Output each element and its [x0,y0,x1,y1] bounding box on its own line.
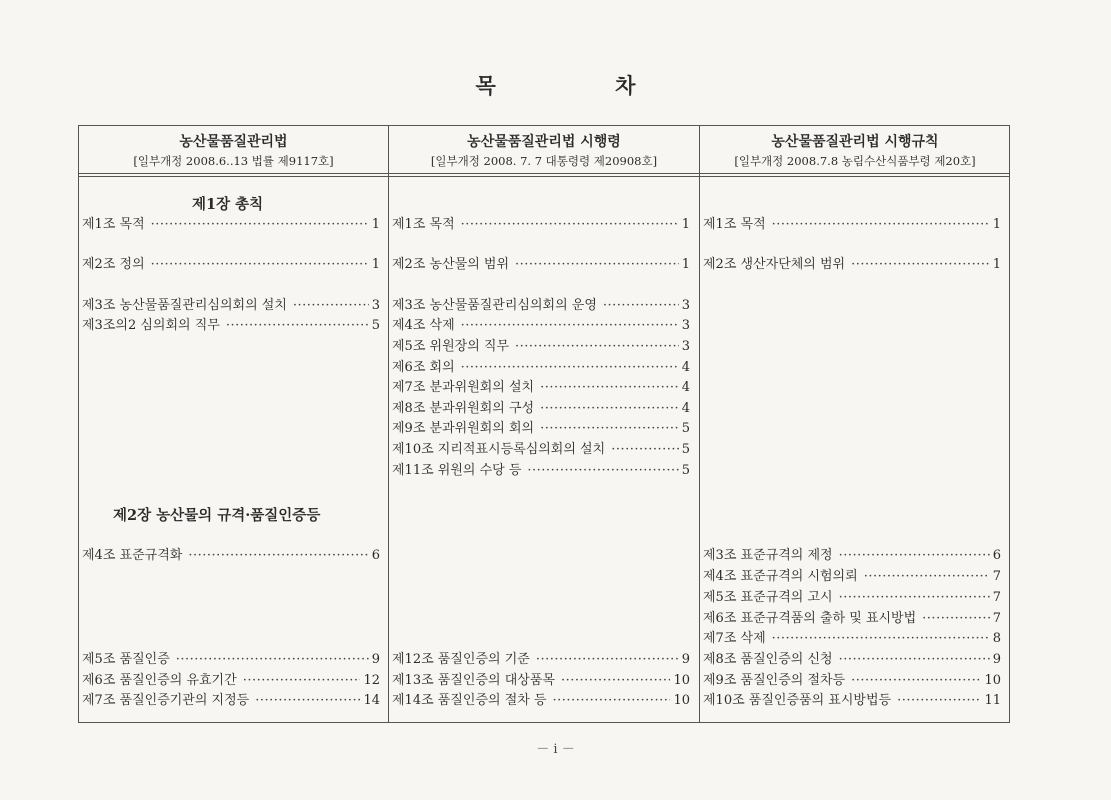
page-number: 6 [371,548,380,563]
toc-entry[interactable]: 제10조 지리적표시등록심의회의 설치 ····· 5 [392,440,690,460]
dot-leader [527,461,678,481]
dot-leader [536,650,679,670]
dot-leader [176,650,369,670]
page-number: 3 [371,298,380,313]
dot-leader [603,296,679,316]
toc-entry[interactable]: 제3조의2 심의회의 직무 ····· 5 [82,316,380,336]
page-number: 3 [681,339,690,354]
dot-leader [255,691,360,711]
dot-leader [515,255,679,275]
page-number: 4 [681,360,690,375]
dot-leader [839,588,990,608]
dot-leader [461,358,679,378]
page-number: 7 [992,590,1001,605]
toc-entry[interactable]: 제6조 회의 ····· 4 [392,358,690,378]
page-number: 3 [681,318,690,333]
column-title: 농산물품질관리법 시행규칙 [771,134,939,150]
toc-entry[interactable]: 제1조 목적 ····· 1 [82,215,380,235]
page-number: 1 [371,217,380,232]
page-number: 9 [371,652,380,667]
dot-leader [864,567,990,587]
page-number: 5 [681,421,690,436]
dot-leader [188,546,368,566]
page-number: 3 [681,298,690,313]
page-number: 4 [681,380,690,395]
page-number: 12 [363,673,380,688]
toc-entry[interactable]: 제8조 품질인증의 신청 ····· 9 [703,650,1001,670]
dot-leader [772,215,990,235]
page-number: 9 [681,652,690,667]
toc-entry[interactable]: 제5조 표준규격의 고시 ····· 7 [703,588,1001,608]
toc-entry[interactable]: 제9조 품질인증의 절차등 ····· 10 [703,671,1001,691]
dot-leader [540,419,679,439]
page-number: 11 [984,693,1001,708]
toc-entry[interactable]: 제12조 품질인증의 기준 ····· 9 [392,650,690,670]
toc-entry[interactable]: 제4조 표준규격의 시험의뢰 ····· 7 [703,567,1001,587]
column-subtitle: [일부개정 2008.7.8 농림수산식품부령 제20호] [734,154,976,168]
dot-leader [553,691,671,711]
toc-entry[interactable]: 제7조 삭제 ····· 8 [703,629,1001,649]
page-number: 1 [681,217,690,232]
dot-leader [851,671,981,691]
dot-leader [897,691,981,711]
dot-leader [540,399,679,419]
column-divider [388,126,389,722]
page-number: 10 [984,673,1001,688]
chapter-heading: 제1장 총칙 [192,196,264,213]
column-divider [699,126,700,722]
page-number: 1 [371,257,380,272]
toc-entry[interactable]: 제3조 농산물품질관리심의회의 설치 ····· 3 [82,296,380,316]
toc-entry[interactable]: 제3조 농산물품질관리심의회의 운영 ····· 3 [392,296,690,316]
dot-leader [151,215,369,235]
header-rule [79,173,1009,174]
page-number: 10 [673,673,690,688]
column-header-decree [389,132,699,170]
page-number: 5 [681,463,690,478]
page-number: 1 [681,257,690,272]
toc-entry[interactable]: 제9조 분과위원회의 회의 ····· 5 [392,419,690,439]
page-number: 14 [363,693,380,708]
page-number: 7 [992,569,1001,584]
page-number-footer: － i － [536,742,575,757]
toc-entry[interactable]: 제11조 위원의 수당 등 ····· 5 [392,461,690,481]
column-title: 농산물품질관리법 [179,134,288,150]
dot-leader [561,671,671,691]
toc-entry[interactable]: 제10조 품질인증품의 표시방법등 ····· 11 [703,691,1001,711]
dot-leader [226,316,369,336]
page-number: 8 [992,631,1001,646]
toc-entry[interactable]: 제14조 품질인증의 절차 등 ····· 10 [392,691,690,711]
chapter-heading: 제2장 농산물의 규격·품질인증등 [113,507,321,524]
toc-entry[interactable]: 제8조 분과위원회의 구성 ····· 4 [392,399,690,419]
toc-entry[interactable]: 제2조 농산물의 범위 ····· 1 [392,255,690,275]
page-number: 4 [681,401,690,416]
page-number: 5 [371,318,380,333]
toc-entry[interactable]: 제4조 표준규격화 ····· 6 [82,546,380,566]
column-header-rules [700,132,1010,170]
dot-leader [839,650,990,670]
toc-entry[interactable]: 제1조 목적 ····· 1 [703,215,1001,235]
dot-leader [851,255,990,275]
toc-entry[interactable]: 제7조 품질인증기관의 지정등 ····· 14 [82,691,380,711]
toc-entry[interactable]: 제1조 목적 ····· 1 [392,215,690,235]
page-number: 9 [992,652,1001,667]
page-number: 10 [673,693,690,708]
column-title: 농산물품질관리법 시행령 [467,134,621,150]
dot-leader [293,296,369,316]
toc-entry[interactable]: 제2조 정의 ····· 1 [82,255,380,275]
toc-entry[interactable]: 제4조 삭제 ····· 3 [392,316,690,336]
toc-entry[interactable]: 제2조 생산자단체의 범위 ····· 1 [703,255,1001,275]
dot-leader [839,546,990,566]
page-number: 1 [992,217,1001,232]
dot-leader [515,337,679,357]
dot-leader [922,609,990,629]
dot-leader [243,671,361,691]
toc-entry[interactable]: 제7조 분과위원회의 설치 ····· 4 [392,378,690,398]
column-subtitle: [일부개정 2008. 7. 7 대통령령 제20908호] [430,154,658,168]
page-title: 목 차 [475,73,692,98]
dot-leader [461,215,679,235]
column-subtitle: [일부개정 2008.6..13 법률 제9117호] [133,154,334,168]
page-number: 6 [992,548,1001,563]
column-header-law [79,132,388,170]
toc-entry[interactable]: 제6조 표준규격품의 출하 및 표시방법 ····· 7 [703,609,1001,629]
toc-entry[interactable]: 제13조 품질인증의 대상품목 ····· 10 [392,671,690,691]
dot-leader [151,255,369,275]
toc-entry[interactable]: 제5조 위원장의 직무 ····· 3 [392,337,690,357]
toc-entry[interactable]: 제5조 품질인증 ····· 9 [82,650,380,670]
toc-table [78,125,1010,723]
dot-leader [772,629,990,649]
toc-entry[interactable]: 제3조 표준규격의 제정 ····· 6 [703,546,1001,566]
page-number: 7 [992,611,1001,626]
dot-leader [540,378,679,398]
dot-leader [461,316,679,336]
page-number: 5 [681,442,690,457]
toc-entry[interactable]: 제6조 품질인증의 유효기간 ····· 12 [82,671,380,691]
page-number: 1 [992,257,1001,272]
header-rule [79,176,1009,177]
dot-leader [611,440,679,460]
